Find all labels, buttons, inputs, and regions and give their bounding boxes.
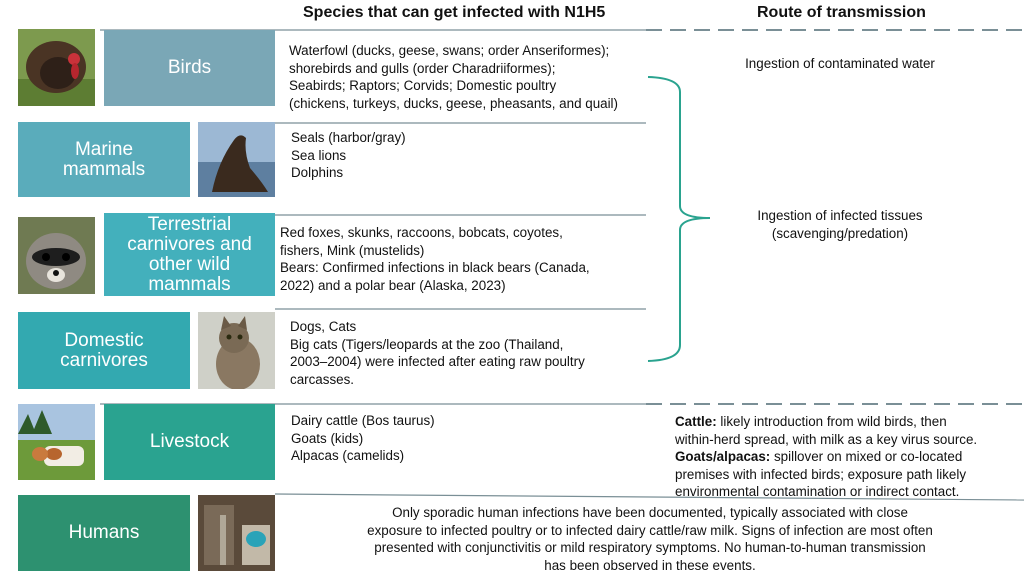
human-line: has been observed in these events. <box>544 557 756 573</box>
birds-species-list <box>289 42 618 112</box>
species-line: Dairy cattle (Bos taurus) <box>291 413 435 428</box>
category-terrestrial-carnivores <box>104 213 275 296</box>
species-column-header: Species that can get infected with N1H5 <box>303 4 606 21</box>
category-label: Terrestrial carnivores and other wild mammals <box>127 213 252 295</box>
species-line: Dogs, Cats <box>290 319 357 334</box>
cattle-text-2: within-herd spread, with milk as a key virus source. <box>675 431 978 447</box>
goats-text: spillover on mixed or co-located <box>770 449 963 464</box>
terrestrial-species-list <box>280 224 590 294</box>
species-line: Waterfowl (ducks, geese, swans; order Anseriformes); <box>289 43 610 58</box>
marine-species-list <box>291 129 406 182</box>
species-line: carcasses. <box>290 371 354 387</box>
species-line: Big cats (Tigers/leopards at the zoo (Thailand, <box>290 336 564 352</box>
category-label: Domestic carnivores <box>60 329 148 371</box>
human-line: exposure to infected poultry or to infected dairy cattle/raw milk. Signs of infection are most often <box>367 522 933 538</box>
route-water: Ingestion of contaminated water <box>745 56 935 71</box>
route-tissues <box>700 207 980 242</box>
cat-photo <box>198 312 275 389</box>
species-line: Seals (harbor/gray) <box>291 130 406 145</box>
species-line: shorebirds and gulls (order Charadriiformes); <box>289 60 556 76</box>
route-humans <box>290 504 1010 574</box>
milking-photo <box>198 495 275 571</box>
species-line: Goats (kids) <box>291 430 364 446</box>
cattle-label: Cattle: <box>675 414 717 429</box>
route-line: Ingestion of infected tissues <box>757 208 923 223</box>
domestic-species-list <box>290 318 585 388</box>
species-line: Dolphins <box>291 165 344 180</box>
turkey-photo <box>18 29 95 106</box>
species-line: 2022) and a polar bear (Alaska, 2023) <box>280 277 506 293</box>
species-line: Bears: Confirmed infections in black bears (Canada, <box>280 260 590 275</box>
goats-text-3: environmental contamination or indirect contact. <box>675 484 960 499</box>
goats-label: Goats/alpacas: <box>675 449 771 464</box>
category-livestock: Livestock <box>104 404 275 480</box>
category-domestic-carnivores <box>18 312 190 389</box>
species-line: (chickens, turkeys, ducks, geese, pheasants, and quail) <box>289 95 618 111</box>
category-humans: Humans <box>18 495 190 571</box>
route-line: (scavenging/predation) <box>771 225 909 241</box>
category-birds: Birds <box>104 30 275 106</box>
goats-text-2: premises with infected birds; exposure path likely <box>675 466 967 482</box>
human-line: Only sporadic human infections have been documented, typically associated with close <box>392 505 908 520</box>
species-line: Red foxes, skunks, raccoons, bobcats, coyotes, <box>280 225 563 240</box>
species-line: Alpacas (camelids) <box>291 448 405 463</box>
category-marine-mammals <box>18 122 190 197</box>
cattle-text: likely introduction from wild birds, then <box>716 414 947 429</box>
species-line: fishers, Mink (mustelids) <box>280 242 425 258</box>
human-line: presented with conjunctivitis or mild respiratory symptoms. No human-to-human transmission <box>374 540 926 555</box>
route-livestock <box>675 413 1024 501</box>
category-label: Marine mammals <box>62 138 146 180</box>
route-column-header: Route of transmission <box>757 4 926 21</box>
sea-lion-photo <box>198 122 275 197</box>
species-line: 2003–2004) were infected after eating raw poultry <box>290 354 585 369</box>
livestock-species-list <box>291 412 435 465</box>
species-line: Sea lions <box>291 147 347 163</box>
raccoon-photo <box>18 217 95 294</box>
cow-photo <box>18 404 95 480</box>
species-line: Seabirds; Raptors; Corvids; Domestic poultry <box>289 78 557 93</box>
